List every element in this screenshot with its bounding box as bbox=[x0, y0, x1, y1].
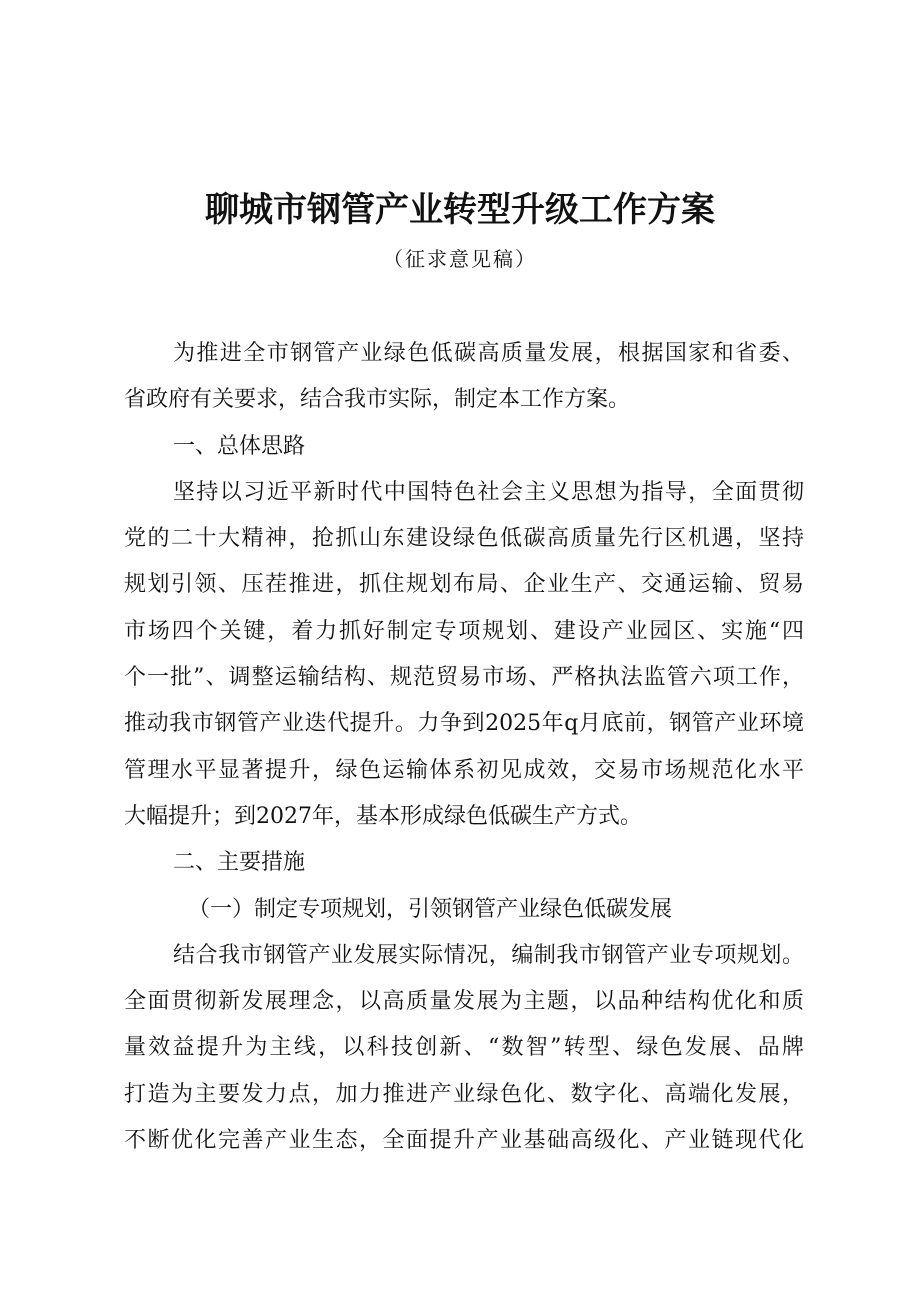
paragraph-line: 市场四个关键，着力抓好制定专项规划、建设产业园区、实施“四 bbox=[124, 618, 804, 644]
paragraph-line: 坚持以习近平新时代中国特色社会主义思想为指导，全面贯彻 bbox=[173, 479, 804, 505]
paragraph-line: 大幅提升；到2027年，基本形成绿色低碳生产方式。 bbox=[124, 803, 642, 829]
paragraph-line: 党的二十大精神，抢抓山东建设绿色低碳高质量先行区机遇，坚持 bbox=[124, 526, 804, 552]
subsection-heading: （一）制定专项规划，引领钢管产业绿色低碳发展 bbox=[188, 896, 673, 922]
section-heading: 二、主要措施 bbox=[173, 850, 306, 876]
paragraph-line: 个一批”、调整运输结构、规范贸易市场、严格执法监管六项工作， bbox=[124, 665, 804, 691]
paragraph-line: 推动我市钢管产业迭代提升。力争到2025年q月底前，钢管产业环境 bbox=[124, 711, 804, 737]
paragraph-line: 量效益提升为主线，以科技创新、“数智”转型、绿色发展、品牌 bbox=[124, 1035, 804, 1061]
paragraph-line: 管理水平显著提升，绿色运输体系初见成效，交易市场规范化水平 bbox=[124, 757, 804, 783]
document-title: 聊城市钢管产业转型升级工作方案 bbox=[205, 190, 715, 230]
paragraph-line: 结合我市钢管产业发展实际情况，编制我市钢管产业专项规划。 bbox=[173, 942, 804, 968]
section-heading: 一、总体思路 bbox=[173, 433, 306, 459]
document-subtitle: （征求意见稿） bbox=[383, 247, 537, 271]
document-body bbox=[124, 331, 804, 1164]
paragraph-line: 不断优化完善产业生态，全面提升产业基础高级化、产业链现代化 bbox=[124, 1128, 804, 1154]
paragraph-line: 省政府有关要求，结合我市实际，制定本工作方案。 bbox=[124, 387, 631, 413]
paragraph-line: 规划引领、压茬推进，抓住规划布局、企业生产、交通运输、贸易 bbox=[124, 572, 804, 598]
paragraph-line: 全面贯彻新发展理念，以高质量发展为主题，以品种结构优化和质 bbox=[124, 989, 804, 1015]
paragraph-line: 为推进全市钢管产业绿色低碳高质量发展，根据国家和省委、 bbox=[173, 341, 804, 366]
paragraph-line: 打造为主要发力点，加力推进产业绿色化、数字化、高端化发展， bbox=[124, 1081, 804, 1107]
